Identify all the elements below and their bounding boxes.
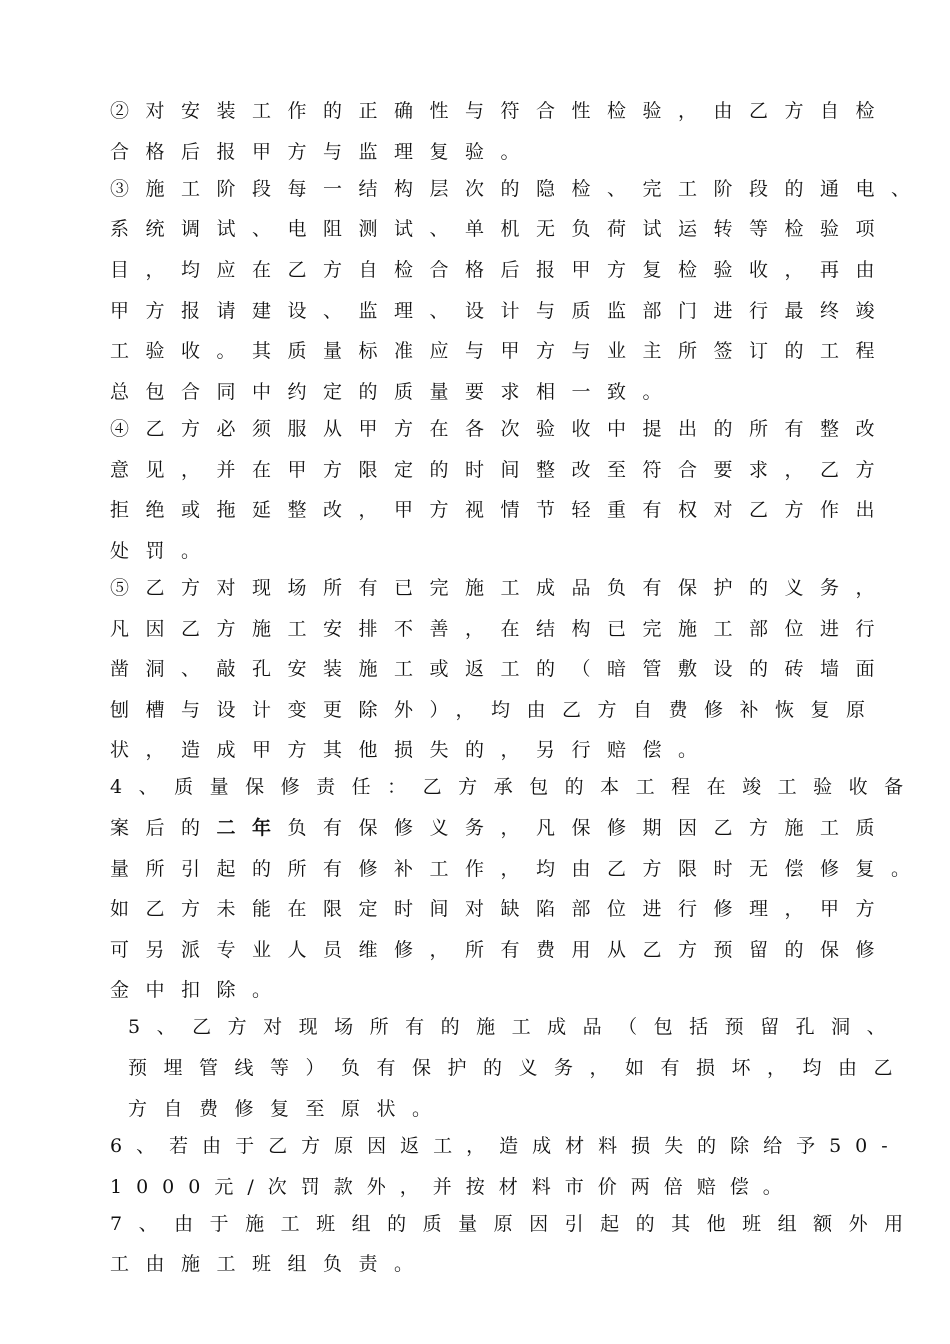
text-line: 如乙方未能在限定时间对缺陷部位进行修理，甲方	[110, 898, 892, 920]
text-line: 意见，并在甲方限定的时间整改至符合要求，乙方	[110, 459, 892, 481]
text-line: 可另派专业人员维修，所有费用从乙方预留的保修	[110, 939, 892, 961]
text-line: 状，造成甲方其他损失的，另行赔偿。	[110, 739, 714, 761]
text-line: 合格后报甲方与监理复验。	[110, 141, 537, 163]
warranty-text-after: 负有保修义务，凡保修期因乙方施工质	[287, 817, 892, 839]
text-line: 1000元/次罚款外，并按材料市价两倍赔偿。	[110, 1176, 796, 1198]
text-line: 处罚。	[110, 540, 217, 562]
text-line: 7、由于施工班组的质量原因引起的其他班组额外用	[110, 1213, 920, 1235]
text-line: 系统调试、电阻测试、单机无负荷试运转等检验项	[110, 218, 892, 240]
text-line: 预埋管线等）负有保护的义务，如有损坏，均由乙	[128, 1057, 910, 1079]
warranty-line	[110, 816, 940, 840]
text-line: 量所引起的所有修补工作，均由乙方限时无偿修复。	[110, 858, 927, 880]
text-line: ③施工阶段每一结构层次的隐检、完工阶段的通电、	[110, 178, 927, 200]
text-line: 工由施工班组负责。	[110, 1253, 430, 1275]
text-line: 目，均应在乙方自检合格后报甲方复检验收，再由	[110, 259, 892, 281]
text-line: 拒绝或拖延整改，甲方视情节轻重有权对乙方作出	[110, 499, 892, 521]
text-line: 甲方报请建设、监理、设计与质监部门进行最终竣	[110, 300, 892, 322]
text-line: 5、乙方对现场所有的施工成品（包括预留孔洞、	[128, 1016, 903, 1038]
text-line: 金中扣除。	[110, 979, 288, 1001]
text-line: 总包合同中约定的质量要求相一致。	[110, 381, 679, 403]
text-line: 4、质量保修责任：乙方承包的本工程在竣工验收备	[110, 776, 920, 798]
text-line: 凿洞、敲孔安装施工或返工的（暗管敷设的砖墙面	[110, 658, 892, 680]
text-line: 工验收。其质量标准应与甲方与业主所签订的工程	[110, 340, 892, 362]
text-line: ④乙方必须服从甲方在各次验收中提出的所有整改	[110, 418, 892, 440]
text-line: 方自费修复至原状。	[128, 1098, 448, 1120]
text-line: ②对安装工作的正确性与符合性检验，由乙方自检	[110, 100, 892, 122]
warranty-text-before: 案后的	[110, 817, 217, 839]
text-line: ⑤乙方对现场所有已完施工成品负有保护的义务，	[110, 577, 892, 599]
text-line: 6、若由于乙方原因返工，造成材料损失的除给予50-	[110, 1135, 902, 1157]
text-line: 凡因乙方施工安排不善，在结构已完施工部位进行	[110, 618, 892, 640]
warranty-period: 二年	[216, 817, 288, 839]
text-line: 刨槽与设计变更除外），均由乙方自费修补恢复原	[110, 699, 882, 721]
